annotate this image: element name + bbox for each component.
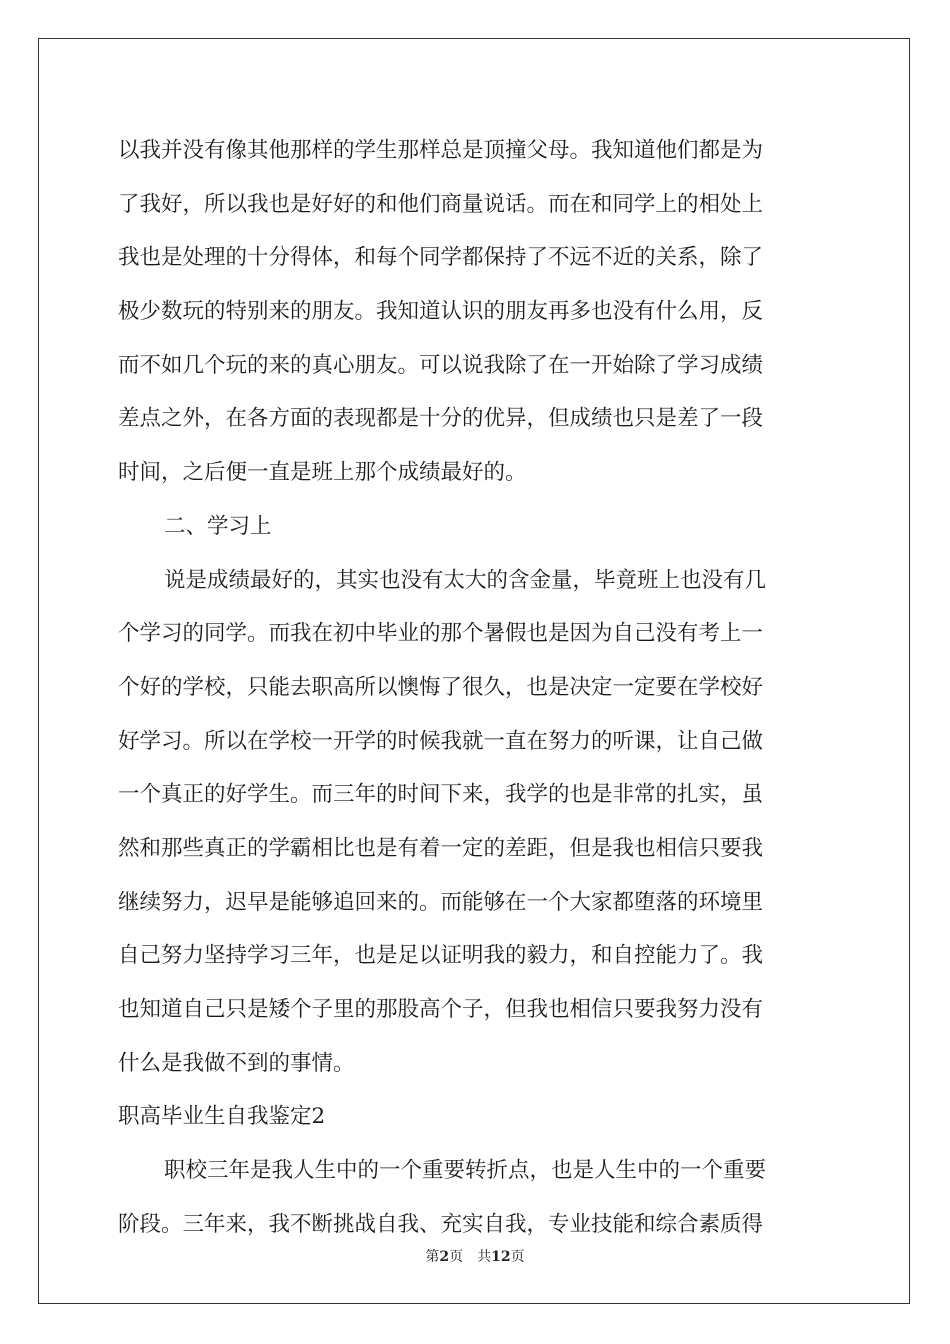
total-pages: 12 <box>491 1249 511 1265</box>
page-suffix: 页 <box>449 1249 464 1265</box>
text-line: 了我好，所以我也是好好的和他们商量说话。而在和同学上的相处上 <box>118 191 764 217</box>
document-body <box>118 124 838 1251</box>
paragraph-first-line: 说是成绩最好的，其实也没有太大的含金量，毕竟班上也没有几 <box>164 567 767 593</box>
text-line: 一个真正的好学生。而三年的时间下来，我学的也是非常的扎实，虽 <box>118 782 764 808</box>
text-line: 也知道自己只是矮个子里的那股高个子，但我也相信只要我努力没有 <box>118 997 764 1022</box>
section-heading: 二、学习上 <box>164 513 272 539</box>
total-prefix: 共 <box>477 1249 492 1265</box>
text-line: 阶段。三年来，我不断挑战自我、充实自我，专业技能和综合素质得 <box>118 1211 764 1237</box>
text-line: 然和那些真正的学霸相比也是有着一定的差距，但是我也相信只要我 <box>118 835 764 861</box>
text-line: 差点之外，在各方面的表现都是十分的优异，但成绩也只是差了一段 <box>118 406 764 432</box>
text-line: 而不如几个玩的来的真心朋友。可以说我除了在一开始除了学习成绩 <box>118 352 764 378</box>
document-title: 职高毕业生自我鉴定2 <box>118 1104 326 1130</box>
text-line: 极少数玩的特别来的朋友。我知道认识的朋友再多也没有什么用，反 <box>118 299 764 325</box>
text-line: 好学习。所以在学校一开学的时候我就一直在努力的听课，让自己做 <box>118 728 764 754</box>
text-line: 什么是我做不到的事情。 <box>118 1050 355 1076</box>
text-line: 时间，之后便一直是班上那个成绩最好的。 <box>118 460 527 486</box>
text-line: 我也是处理的十分得体，和每个同学都保持了不远不近的关系，除了 <box>118 245 764 271</box>
page-number: 2 <box>439 1249 450 1265</box>
total-suffix: 页 <box>510 1249 525 1265</box>
text-line: 自己努力坚持学习三年，也是足以证明我的毅力，和自控能力了。我 <box>118 943 764 969</box>
paragraph-first-line: 职校三年是我人生中的一个重要转折点，也是人生中的一个重要 <box>164 1158 767 1184</box>
text-line: 继续努力，迟早是能够追回来的。而能够在一个大家都堕落的环境里 <box>118 889 764 915</box>
page-footer <box>0 1246 950 1266</box>
text-line: 个学习的同学。而我在初中毕业的那个暑假也是因为自己没有考上一 <box>118 621 764 647</box>
text-line: 个好的学校，只能去职高所以懊悔了很久，也是决定一定要在学校好 <box>118 674 764 700</box>
page-prefix: 第 <box>425 1249 440 1265</box>
text-line: 以我并没有像其他那样的学生那样总是顶撞父母。我知道他们都是为 <box>118 138 764 163</box>
